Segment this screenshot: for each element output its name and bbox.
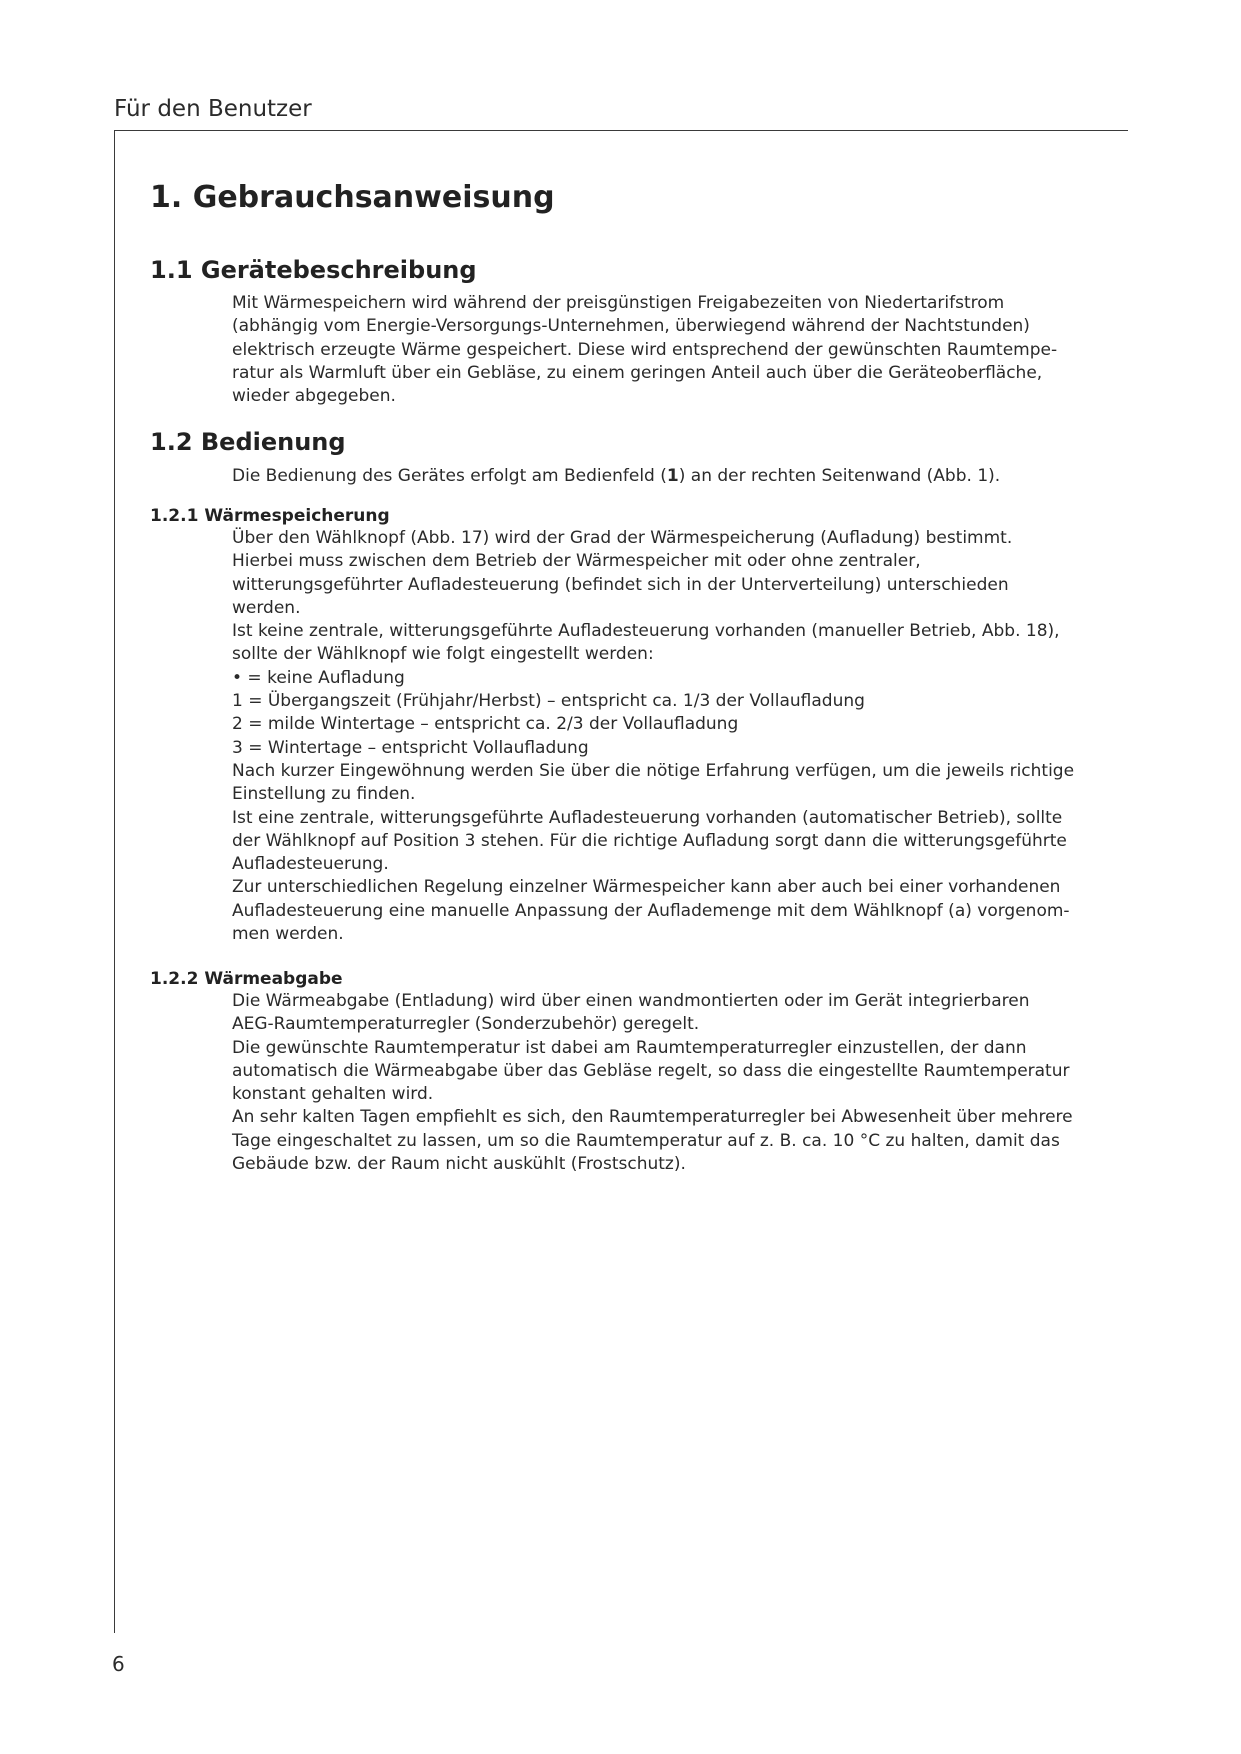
section-title-1-2-2: 1.2.2 Wärmeabgabe [150,969,343,989]
page-number: 6 [112,1652,125,1676]
bedienfeld-ref: 1 [666,466,679,486]
text-line: konstant gehalten wird. [232,1084,434,1105]
text-line: wieder abgegeben. [232,386,396,407]
section-title-1-2: 1.2 Bedienung [150,428,346,456]
text-line: ratur als Warmluft über ein Gebläse, zu einem geringen Anteil auch über die Geräteoberfläche, [232,362,1043,383]
text-line: Einstellung zu finden. [232,784,416,805]
section-body-1-2-2 [232,990,1112,1176]
text-line: werden. [232,597,301,618]
section-body-1-2 [232,465,1112,488]
text-line: An sehr kalten Tagen empfiehlt es sich, den Raumtemperaturregler bei Abwesenheit über mehrere [232,1107,1073,1128]
text-line: AEG-Raumtemperaturregler (Sonderzubehör) geregelt. [232,1014,700,1035]
text-line: Tage eingeschaltet zu lassen, um so die Raumtemperatur auf z. B. ca. 10 °C zu halten, damit das [232,1130,1060,1151]
text-line: Die Wärmeabgabe (Entladung) wird über einen wandmontierten oder im Gerät integrierbaren [232,991,1030,1011]
running-header: Für den Benutzer [114,96,312,122]
text-line: automatisch die Wärmeabgabe über das Gebläse regelt, so dass die eingestellte Raumtemperatur [232,1060,1070,1081]
section-body-1-1 [232,292,1112,408]
text-line: Aufladesteuerung. [232,854,389,875]
text-line: Die gewünschte Raumtemperatur ist dabei am Raumtemperaturregler einzustellen, der dann [232,1037,1027,1058]
text-line: Aufladesteuerung eine manuelle Anpassung der Auflademenge mit dem Wählknopf (a) vorgenom- [232,900,1070,921]
text-line: Gebäude bzw. der Raum nicht auskühlt (Frostschutz). [232,1154,686,1175]
text-line: Nach kurzer Eingewöhnung werden Sie über die nötige Erfahrung verfügen, um die jeweils richtige [232,760,1075,781]
text-line: 3 = Wintertage – entspricht Vollaufladung [232,737,589,758]
text-line: witterungsgeführter Aufladesteuerung (befindet sich in der Unterverteilung) unterschieden [232,574,1009,595]
text-line: sollte der Wählknopf wie folgt eingestellt werden: [232,644,654,665]
text-line: Ist eine zentrale, witterungsgeführte Aufladesteuerung vorhanden (automatischer Betrieb), sollte [232,807,1063,828]
margin-rule [114,130,115,1633]
text-line: 2 = milde Wintertage – entspricht ca. 2/3 der Vollaufladung [232,714,739,735]
bedienung-line: Die Bedienung des Gerätes erfolgt am Bedienfeld (1) an der rechten Seitenwand (Abb. 1). [232,466,1001,486]
text-line: Mit Wärmespeichern wird während der preisgünstigen Freigabezeiten von Niedertarifstrom [232,293,1005,313]
section-body-1-2-1 [232,527,1112,946]
text-line: der Wählknopf auf Position 3 stehen. Für die richtige Aufladung sorgt dann die witterungsgeführte [232,830,1067,851]
text-line: (abhängig vom Energie-Versorgungs-Unternehmen, überwiegend während der Nachtstunden) [232,316,1030,337]
chapter-title: 1. Gebrauchsanweisung [150,180,555,215]
header-rule [114,130,1128,131]
text-line: Über den Wählknopf (Abb. 17) wird der Grad der Wärmespeicherung (Aufladung) bestimmt. [232,528,1013,548]
text-line: elektrisch erzeugte Wärme gespeichert. Diese wird entsprechend der gewünschten Raumtempe- [232,339,1058,360]
text-line: Zur unterschiedlichen Regelung einzelner Wärmespeicher kann aber auch bei einer vorhandenen [232,877,1061,898]
text-line: 1 = Übergangszeit (Frühjahr/Herbst) – entspricht ca. 1/3 der Vollaufladung [232,691,865,712]
text-line: Ist keine zentrale, witterungsgeführte Aufladesteuerung vorhanden (manueller Betrieb, Abb. 18), [232,621,1060,642]
section-title-1-2-1: 1.2.1 Wärmespeicherung [150,506,390,526]
section-title-1-1: 1.1 Gerätebeschreibung [150,256,477,284]
text-line: Hierbei muss zwischen dem Betrieb der Wärmespeicher mit oder ohne zentraler, [232,551,921,572]
text-line: men werden. [232,924,344,945]
text-line: • = keine Aufladung [232,667,405,688]
